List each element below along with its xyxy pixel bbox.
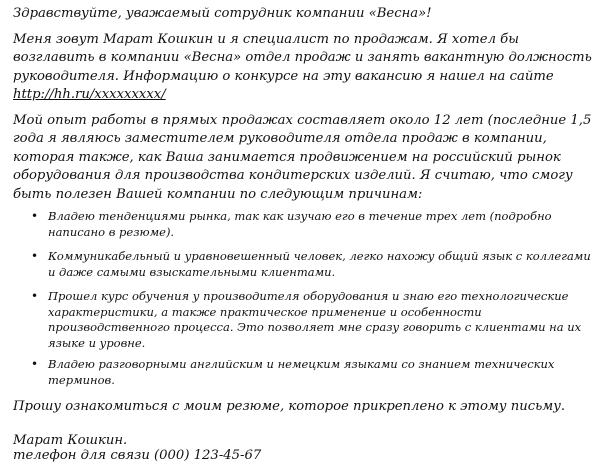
vacancy-link[interactable]: http://hh.ru/xxxxxxxxx/ bbox=[13, 87, 166, 103]
list-item bbox=[31, 249, 593, 280]
bullet-icon: • bbox=[31, 209, 39, 223]
reason-text: Владею разговорными английским и немецким языками со знанием технических терминов. bbox=[48, 357, 555, 387]
request-paragraph: Прошу ознакомиться с моим резюме, которое прикреплено к этому письму. bbox=[13, 399, 566, 414]
reason-text: Коммуникабельный и уравновешенный человек, легко нахожу общий язык с коллегами и даже самыми взыскательными клиентами. bbox=[48, 249, 591, 279]
reason-text: Прошел курс обучения у производителя оборудования и знаю его технологические характеристики, а также практическое применение и особенности производственного процесса. Это позволяет мне сразу говорить с клиентами на их языке и уровне. bbox=[48, 289, 582, 350]
reason-text: Владею тенденциями рынка, так как изучаю его в течение трех лет (подробно написано в резюме). bbox=[48, 209, 552, 239]
list-item bbox=[31, 289, 593, 351]
intro-paragraph bbox=[13, 31, 597, 105]
list-item bbox=[31, 357, 593, 388]
bullet-icon: • bbox=[31, 289, 39, 303]
signature-name: Марат Кошкин. bbox=[13, 433, 128, 448]
signature-phone: телефон для связи (000) 123-45-67 bbox=[13, 448, 262, 463]
greeting: Здравствуйте, уважаемый сотрудник компании «Весна»! bbox=[13, 6, 432, 21]
intro-text: Меня зовут Марат Кошкин и я специалист по продажам. Я хотел бы возглавить в компании «Весна» отдел продаж и занять вакантную должность руководителя. Информацию о конкурсе на эту вакансию я нашел на сайте bbox=[13, 32, 592, 84]
bullet-icon: • bbox=[31, 357, 39, 371]
list-item bbox=[31, 209, 593, 240]
experience-paragraph: Мой опыт работы в прямых продажах составляет около 12 лет (последние 1,5 года я являюсь заместителем руководителя отдела продаж в компании, которая также, как Ваша занимается продвижением на российский рынок оборудования для производства кондитерских изделий. Я считаю, что смогу быть полезен Вашей компании по следующим причинам: bbox=[13, 113, 592, 202]
bullet-icon: • bbox=[31, 249, 39, 263]
